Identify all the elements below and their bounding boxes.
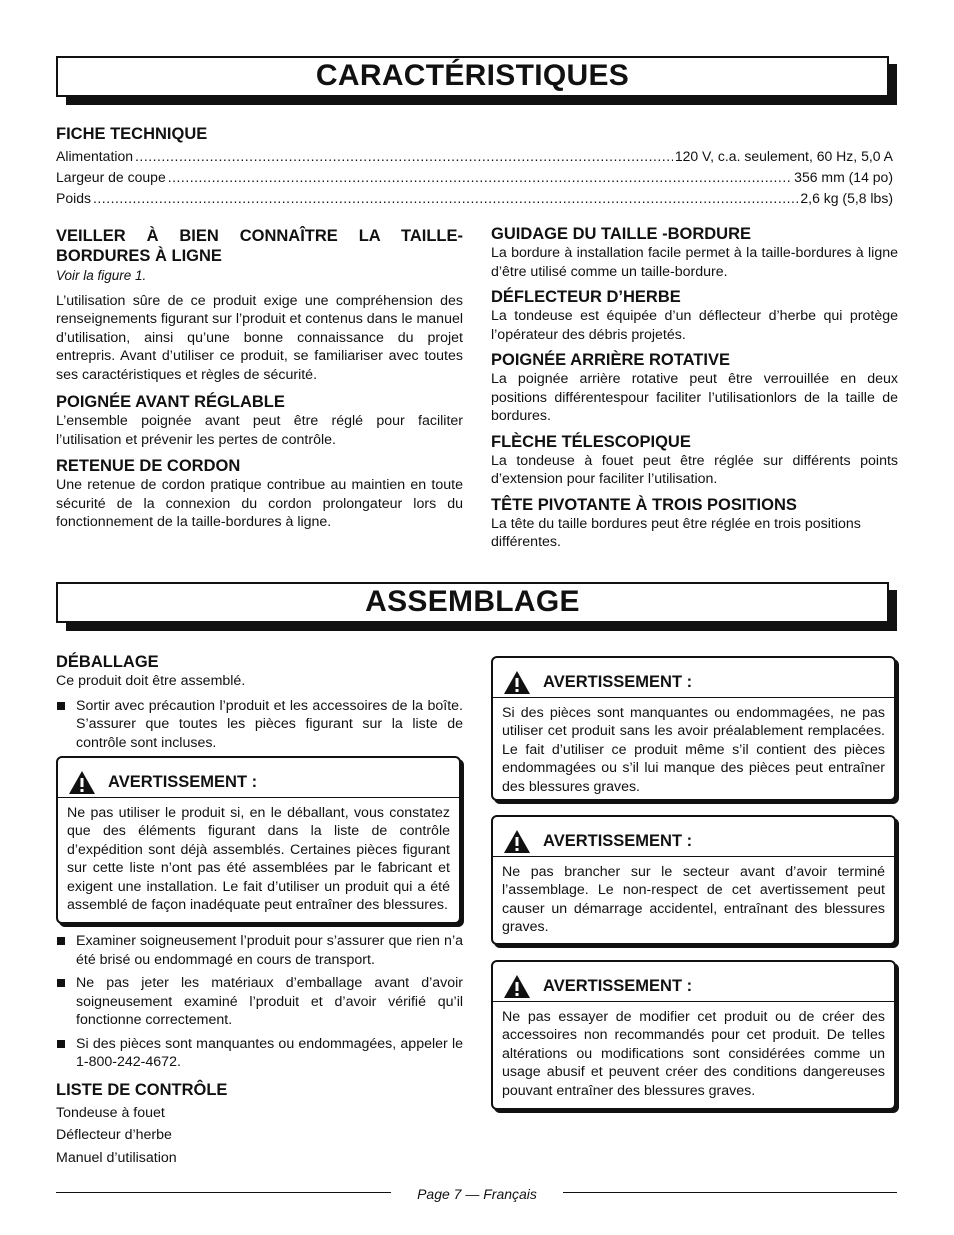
warning-label: AVERTISSEMENT : <box>108 773 258 792</box>
warning-box-unpacking <box>56 756 461 924</box>
feature-heading: POIGNÉE ARRIÈRE ROTATIVE <box>491 351 730 369</box>
figure-reference: Voir la figure 1. <box>56 268 147 283</box>
checklist-item: Déflecteur d’herbe <box>56 1127 172 1143</box>
characteristics-banner <box>56 56 897 105</box>
warning-triangle-icon <box>503 670 531 695</box>
spec-row-weight: Poids ..... 2,6 kg (5,8 lbs) <box>56 189 893 210</box>
unpacking-bullets <box>56 932 463 1167</box>
checklist-item: Manuel d’utilisation <box>56 1149 177 1166</box>
warning-label: AVERTISSEMENT : <box>543 832 693 851</box>
warning-label: AVERTISSEMENT : <box>543 673 693 692</box>
warning-text: Ne pas utiliser le produit si, en le déballant, vous constatez que des éléments figurant dans la liste de contrôle d’expédition sont déjà assemblés. Certaines pièces figurant sur cette liste n’ont pas été assemblées par le fabricant et exigent une installation. Le fait d’utiliser un produit qui a été assemblé de façon inadéquate peut entraîner des blessures. <box>67 805 450 914</box>
feature-text: La tondeuse est équipée d’un déflecteur d’herbe qui protège l’opérateur des débris projetés. <box>491 308 898 343</box>
page-number: Page 7 — Français <box>417 1186 537 1202</box>
assembly-banner <box>56 582 897 631</box>
warning-box-missing-parts <box>491 656 896 801</box>
list-item: Examiner soigneusement l’produit pour s’assurer que rien n’a été brisé ou endommagé en cours de transport. <box>56 932 463 969</box>
know-section <box>56 226 463 532</box>
feature-text: La tête du taille bordures peut être réglée en trois positions différentes. <box>491 515 861 550</box>
unpacking-section <box>56 652 463 752</box>
feature-heading: POIGNÉE AVANT RÉGLABLE <box>56 393 285 411</box>
warning-triangle-icon <box>68 770 96 795</box>
features-right <box>491 224 898 552</box>
spec-row-power: Alimentation ..... 120 V, c.a. seulement, 60 Hz, 5,0 A <box>56 147 893 168</box>
characteristics-title: CARACTÉRISTIQUES <box>315 59 630 93</box>
feature-heading: GUIDAGE DU TAILLE -BORDURE <box>491 225 752 243</box>
know-heading-line1: VEILLER À BIEN CONNAÎTRE LA TAILLE- <box>56 227 463 245</box>
list-item: Ne pas jeter les matériaux d’emballage avant d’avoir soigneusement examiné l’produit et d’avoir vérifié qu’il fonctionne correctement. <box>56 974 463 1030</box>
know-text: L’utilisation sûre de ce produit exige une compréhension des renseignements figurant sur l’produit et contenus dans le manuel d’utilisation, ainsi qu’une bonne connaissance du projet entrepris. Avant d’utiliser ce produit, se familiariser avec toutes ses caractéristiques et règles de sécurité. <box>56 292 463 383</box>
list-item: Sortir avec précaution l’produit et les accessoires de la boîte. S’assurer que toutes les pièces figurant sur la liste de contrôle sont incluses. <box>56 697 463 753</box>
unpacking-heading: DÉBALLAGE <box>56 653 159 671</box>
list-item: Si des pièces sont manquantes ou endommagées, appeler le 1-800-242-4672. <box>56 1035 463 1072</box>
unpacking-intro: Ce produit doit être assemblé. <box>56 673 246 689</box>
warning-text: Ne pas brancher sur le secteur avant d’avoir terminé l’assemblage. Le non-respect de cet avertissement peut causer un démarrage accidentel, entraînant des blessures graves. <box>502 864 885 936</box>
warning-text: Si des pièces sont manquantes ou endommagées, ne pas utiliser cet produit sans les avoir préalablement remplacées. Le fait d’utiliser ce produit même s’il contient des pièces endommagées ou s’il lui manque des pièces peut entraîner des blessures graves. <box>502 705 885 795</box>
feature-text: Une retenue de cordon pratique contribue au maintien en toute sécurité de la connexion du cordon prolongateur lors du fonctionnement de la taille-bordures à ligne. <box>56 477 463 530</box>
warning-label: AVERTISSEMENT : <box>543 977 693 996</box>
warning-text: Ne pas essayer de modifier cet produit ou de créer des accessoires non recommandés pour cet produit. De telles altérations ou modifications sont considérées comme un usage abusif et peuvent créer des conditions dangereuses pouvant entraîner des blessures graves. <box>502 1009 885 1099</box>
checklist-item: Tondeuse à fouet <box>56 1104 165 1121</box>
know-heading-line2: BORDURES À LIGNE <box>56 247 222 265</box>
feature-text: La poignée arrière rotative peut être verrouillée en deux positions différentespour faciliter l’utilisationlors de la taille de bordures. <box>491 371 898 424</box>
feature-heading: DÉFLECTEUR D’HERBE <box>491 288 681 306</box>
warning-triangle-icon <box>503 829 531 854</box>
feature-heading: FLÈCHE TÉLESCOPIQUE <box>491 432 691 451</box>
feature-text: L’ensemble poignée avant peut être réglé pour faciliter l’utilisation et prévenir les pertes de contrôle. <box>56 413 463 448</box>
feature-text: La tondeuse à fouet peut être réglée sur différents points d’extension pour faciliter l’utilisation. <box>491 452 898 487</box>
spec-row-cut-width: Largeur de coupe ..... 356 mm (14 po) <box>56 168 893 189</box>
feature-heading: TÊTE PIVOTANTE À TROIS POSITIONS <box>491 495 797 514</box>
warning-triangle-icon <box>503 974 531 999</box>
assembly-title: ASSEMBLAGE <box>365 585 580 619</box>
checklist-heading: LISTE DE CONTRÔLE <box>56 1080 228 1099</box>
warning-box-power <box>491 815 896 945</box>
feature-heading: RETENUE DE CORDON <box>56 457 241 475</box>
feature-text: La bordure à installation facile permet à la taille-bordures à ligne d’être utilisé comme un taille-bordure. <box>491 245 898 280</box>
spec-heading: FICHE TECHNIQUE <box>56 125 208 143</box>
warning-box-modification <box>491 960 896 1110</box>
